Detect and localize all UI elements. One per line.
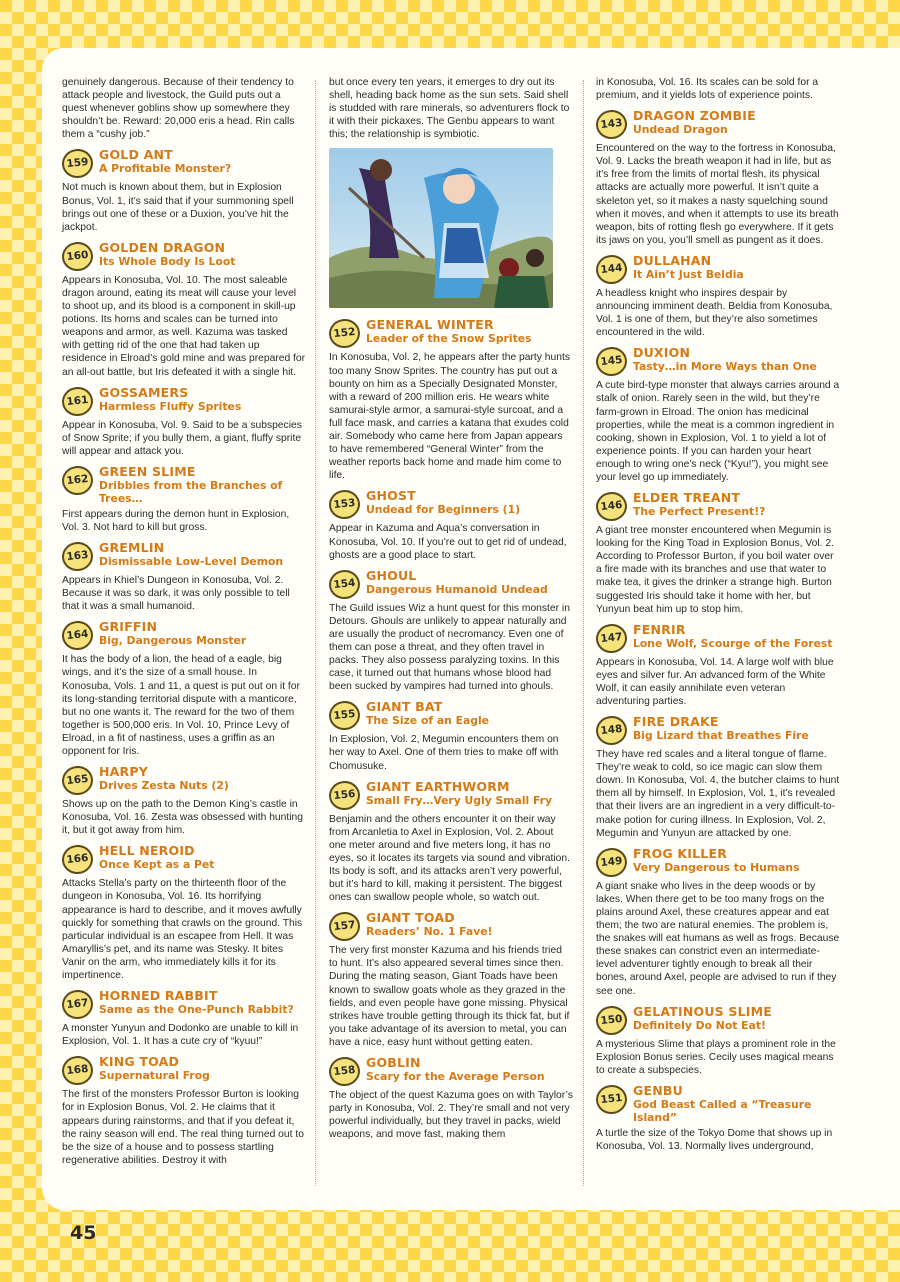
entry-description: Appear in Kazuma and Aqua’s conversation in Konosuba, Vol. 10. If you’re out to get rid of undead, ghosts are a good place to start. [329, 523, 567, 561]
monster-subtitle: Supernatural Frog [99, 1069, 210, 1083]
entry-header [329, 780, 573, 810]
monster-name: GENBU [633, 1082, 683, 1098]
entry-number-badge: 145 [595, 346, 629, 378]
entry-number-badge: 151 [595, 1083, 629, 1115]
entry-number-badge: 167 [61, 989, 95, 1021]
entry-number-badge: 163 [61, 541, 95, 573]
entry-description: Appears in Khiel’s Dungeon in Konosuba, Vol. 2. Because it was so dark, it was only possible to tell that it was a small humanoid. [62, 575, 290, 613]
entry-titles [99, 148, 306, 175]
entry-titles [99, 765, 306, 792]
entry-number-badge: 154 [328, 568, 362, 600]
monster-name: GREEN SLIME [99, 463, 196, 479]
intro-text: but once every ten years, it emerges to dry out its shell, heading back home as the sun sets. Said shell is studded with rare minerals, so adventurers flock to it with their pickaxes. The Genbu appears to want this; the relationship is symbiotic. [329, 77, 570, 141]
monster-entry [62, 1055, 306, 1167]
monster-subtitle: Definitely Do Not Eat! [633, 1018, 766, 1032]
monster-name: GIANT BAT [366, 699, 443, 715]
monster-name: GOBLIN [366, 1055, 421, 1071]
entry-number-badge: 166 [61, 844, 95, 876]
entry-number-badge: 156 [328, 779, 362, 811]
entry-number-badge: 157 [328, 911, 362, 943]
entry-description: Encountered on the way to the fortress in Konosuba, Vol. 9. Lacks the breath weapon it had in life, but as it’s free from the limits of mortal flesh, its physical attacks are actually more powerful. It isn’t quite a skeleton yet, so it makes a nasty squelching sound when it moves, and when it attempts to use its breath weapon, bits of rotting flesh go everywhere. If it gets its jaws on you, you’ll smell as pungent as it does. [596, 143, 839, 246]
entry-titles [99, 989, 306, 1016]
entry-header [329, 318, 573, 348]
entry-description: The Guild issues Wiz a hunt quest for this monster in Detours. Ghouls are unlikely to appear naturally and are usually the product of necromancy. Even one of them can pose a threat, and they often travel in packs. They also possess paralyzing toxins. In this case, it turned out that humans whose blood had been sucked by vampires had turned into ghouls. [329, 602, 570, 693]
monster-name: HORNED RABBIT [99, 988, 218, 1004]
entry-titles [633, 715, 840, 742]
entry-titles [366, 489, 573, 516]
entry-description: Attacks Stella’s party on the thirteenth floor of the dungeon in Konosuba, Vol. 16. Its horrifying appearance is hard to describe, and it moves awfully quickly for something that crawls on the ground. This particular individual is an escapee from Hell. It was Amaryllis’s pet, and its name was Stesky. It bites Vanir on the arm, who immediately kills it for its impertinence. [62, 878, 303, 982]
monster-subtitle: Big Lizard that Breathes Fire [633, 729, 809, 743]
monster-name: FROG KILLER [633, 845, 728, 861]
monster-entry [596, 1084, 840, 1153]
monster-subtitle: Small Fry…Very Ugly Small Fry [366, 793, 553, 807]
monster-subtitle: Leader of the Snow Sprites [366, 332, 532, 346]
entry-number-badge: 158 [328, 1055, 362, 1087]
monster-name: GRIFFIN [99, 619, 158, 635]
monster-subtitle: Dismissable Low-Level Demon [99, 555, 284, 569]
entry-description: They have red scales and a literal tongue of flame. They’re weak to cold, so ice magic can slow them down. In Konosuba, Vol. 4, the butcher claims to hunt them all by himself. In Explosion, Vol. 1, it’s revealed that their livers are an ingredient in a very difficult-to-make potion for curing illness. In Explosion, Vol. 2, Megumin and Yunyun are attacked by one. [596, 749, 840, 839]
entry-description: A giant tree monster encountered when Megumin is looking for the King Toad in Explosion Bonus, Vol. 2. According to Professor Burton, if you boil water over a fire made with its branches and use that water to make tea, it gives the drinker a strange high. Burton suggested Iris should take it home with her, but Yunyun beat him up to stop him. [596, 525, 834, 615]
monster-name: DRAGON ZOMBIE [633, 108, 756, 124]
entry-number-badge: 159 [61, 148, 95, 180]
intro-text: genuinely dangerous. Because of their tendency to attack people and livestock, the Guild puts out a quest whenever goblins show up somewhere they shouldn’t be. Reward: 20,000 eris a head. Rin calls them a “cushy job.” [62, 77, 295, 141]
monster-subtitle: Once Kept as a Pet [99, 858, 215, 872]
entry-titles [366, 911, 573, 938]
monster-entry [329, 569, 573, 694]
monster-name: GOLDEN DRAGON [99, 239, 226, 255]
column-middle [329, 76, 573, 1148]
monster-subtitle: Very Dangerous to Humans [633, 860, 800, 874]
entry-header [62, 989, 306, 1019]
entry-description: The very first monster Kazuma and his friends tried to hunt. It’s also appeared several times since then. During the mating season, Giant Toads have been known to swallow goats whole as they grazed in the fields, and even people have gone missing. Physical strikes have trouble getting through its thick fat, but if you take advantage of its aversion to metal, you can have a nice, easy hunt without getting eaten. [329, 945, 570, 1048]
entry-number-badge: 161 [61, 385, 95, 417]
entry-header [62, 386, 306, 416]
entry-titles [633, 109, 840, 136]
entry-header [62, 241, 306, 271]
entry-titles [633, 847, 840, 874]
entry-number-badge: 144 [595, 253, 629, 285]
monster-entry [62, 620, 306, 758]
entry-header [62, 465, 306, 505]
entry-description: In Explosion, Vol. 2, Megumin encounters them on her way to Axel. One of them tries to make off with Chomusuke. [329, 734, 559, 772]
entry-number-badge: 152 [328, 318, 362, 350]
entry-number-badge: 147 [595, 622, 629, 654]
monster-subtitle: Big, Dangerous Monster [99, 634, 247, 648]
monster-entry [62, 465, 306, 534]
anime-illustration [329, 148, 553, 308]
monster-subtitle: Harmless Fluffy Sprites [99, 399, 242, 413]
monster-entry [62, 989, 306, 1048]
monster-entry [329, 489, 573, 561]
entry-number-badge: 143 [595, 109, 629, 141]
monster-name: FIRE DRAKE [633, 714, 719, 730]
entry-header [596, 1084, 840, 1124]
entry-description: Benjamin and the others encounter it on their way from Arcanletia to Axel in Explosion, Vol. 2. About one meter around and five meters long, it has no eyes, so it locates its targets via sound and vibration. Its body is soft, and its attacks aren’t very powerful, but it’s hard to kill, making it persistent. The biggest ones can swallow people whole, so watch out. [329, 813, 570, 904]
entry-titles [633, 623, 840, 650]
entry-titles [633, 346, 840, 373]
entry-number-badge: 155 [328, 700, 362, 732]
entry-header [329, 1056, 573, 1086]
entry-header [62, 765, 306, 795]
monster-name: HARPY [99, 764, 148, 780]
monster-subtitle: Undead Dragon [633, 123, 728, 137]
entry-number-badge: 146 [595, 491, 629, 523]
entry-description: Not much is known about them, but in Explosion Bonus, Vol. 1, it’s said that if your summoning spell brings out one of these or a Duxion, you’ve hit the jackpot. [62, 182, 294, 233]
monster-entry [329, 700, 573, 772]
entry-header [596, 1005, 840, 1035]
monster-subtitle: The Size of an Eagle [366, 714, 489, 728]
entry-header [329, 569, 573, 599]
monster-subtitle: Lone Wolf, Scourge of the Forest [633, 636, 833, 650]
monster-entry [62, 844, 306, 982]
entry-description: A turtle the size of the Tokyo Dome that shows up in Konosuba, Vol. 13. Normally lives underground, [596, 1127, 833, 1152]
monster-entry [596, 847, 840, 998]
entry-titles [633, 254, 840, 281]
entry-description: A mysterious Slime that plays a prominent role in the Explosion Bonus series. Cecily uses magical means to create a subspecies. [596, 1038, 836, 1076]
monster-entry [62, 148, 306, 233]
monster-name: HELL NEROID [99, 843, 195, 859]
monster-entry [596, 1005, 840, 1077]
entry-description: It has the body of a lion, the head of a eagle, big wings, and it’s the size of a small house. In Konosuba, Vols. 1 and 11, a quest is put out on it for its long-standing territorial dispute with a manticore, but no one wants it. The reward for the two of them together is 500,000 eris. In Vol. 10, Prince Levy of Elroad, in a fit of nastiness, uses a griffin as an opponent for Iris. [62, 654, 300, 757]
entry-number-badge: 153 [328, 489, 362, 521]
entry-header [596, 715, 840, 745]
monster-entry [596, 254, 840, 339]
monster-entry [62, 541, 306, 613]
monster-entry [62, 241, 306, 379]
monster-subtitle: Dangerous Humanoid Undead [366, 582, 548, 596]
monster-entry [596, 346, 840, 484]
entry-titles [366, 569, 573, 596]
monster-subtitle: Tasty…in More Ways than One [633, 360, 817, 374]
monster-subtitle: Undead for Beginners (1) [366, 503, 521, 517]
entry-number-badge: 164 [61, 620, 95, 652]
monster-subtitle: It Ain’t Just Beldia [633, 267, 744, 281]
entry-titles [99, 386, 306, 413]
entry-titles [366, 780, 573, 807]
monster-entry [62, 386, 306, 458]
entry-number-badge: 165 [61, 765, 95, 797]
monster-name: GELATINOUS SLIME [633, 1003, 773, 1019]
monster-subtitle: Scary for the Average Person [366, 1070, 545, 1084]
entry-description: Appears in Konosuba, Vol. 14. A large wolf with blue eyes and silver fur. An advanced form of the White Wolf, it can easily annihilate even veteran adventuring parties. [596, 656, 834, 707]
entry-titles [366, 1056, 573, 1083]
entry-header [329, 700, 573, 730]
entry-description: In Konosuba, Vol. 2, he appears after the party hunts too many Snow Sprites. The country has put out a bounty on him as a Specially Designated Monster, with a reward of 200 million eris. He wears white samurai-style armor, a samurai-style surcoat, and a full face mask, and carries a katana that exudes cold air. Somebody who came here from Japan appears to have remembered “General Winter” from the weather reports back home and made him come to life. [329, 352, 570, 482]
monster-entry [329, 1056, 573, 1141]
page-number: 45 [70, 1222, 97, 1244]
entry-number-badge: 168 [61, 1055, 95, 1087]
entry-titles [99, 1055, 306, 1082]
entry-header [596, 254, 840, 284]
column-divider [315, 80, 316, 1186]
entry-description: Appears in Konosuba, Vol. 10. The most saleable dragon around, eating its meat will cause your level to shoot up, and its blood is a component in skill-up potions. Its horns and scales can be turned into weapons and armor, as well. Kazuma was tasked with getting rid of the one that had taken up residence in Elroad’s gold mine and was prepared for an all-out battle, but Iris defeated it with a single hit. [62, 274, 306, 378]
monster-name: GREMLIN [99, 540, 165, 556]
monster-name: GIANT TOAD [366, 910, 455, 926]
entry-description: A giant snake who lives in the deep woods or by lakes. When there get to be too many frogs on the plains around Axel, these creatures appear and eat them; the two are natural enemies. The problem is, the snakes will eat humans as well as frogs. Because these snakes can constrict even an intermediate-level adventurer tightly enough to break all their bones, around Axel, people are advised to run if they see one. [596, 880, 840, 997]
monster-entry [62, 765, 306, 837]
monster-name: GHOUL [366, 567, 417, 583]
monster-subtitle: Readers’ No. 1 Fave! [366, 925, 493, 939]
monster-subtitle: A Profitable Monster? [99, 162, 232, 176]
entry-description: A cute bird-type monster that always carries around a stalk of onion. Rarely seen in the wild, but they’re farm-grown in Elroad. The onion has medicinal properties, while the meat is a common ingredient in cooking, shown in Explosion, Vol. 1 to yield a lot of experience points. If you can harden your heart enough to wring one’s neck (“Kyu!”), you might see your level go up immediately. [596, 380, 840, 483]
entry-titles [99, 465, 306, 505]
entry-titles [366, 700, 573, 727]
entry-header [62, 148, 306, 178]
entry-description: The first of the monsters Professor Burton is looking for in Explosion Bonus, Vol. 2. He claims that it appears during rainstorms, and that if you defeat it, the rainy season will end. The real thing turned out to be the size of a house and to possess startling regenerative abilities. Destroy it with [62, 1089, 304, 1166]
monster-name: GENERAL WINTER [366, 317, 494, 333]
entry-number-badge: 149 [595, 846, 629, 878]
entry-number-badge: 160 [61, 240, 95, 272]
monster-subtitle: Its Whole Body Is Loot [99, 254, 236, 268]
monster-name: GOLD ANT [99, 147, 173, 163]
entry-titles [633, 1005, 840, 1032]
entry-description: First appears during the demon hunt in Explosion, Vol. 3. Not hard to kill but gross. [62, 508, 290, 533]
entry-number-badge: 148 [595, 715, 629, 747]
entry-header [329, 489, 573, 519]
entry-header [596, 623, 840, 653]
column-right [596, 76, 840, 1160]
entry-description: A headless knight who inspires despair by announcing imminent death. Beldia from Konosuba, Vol. 1 is one of them, but they’re also sometimes encountered in the wild. [596, 287, 833, 339]
monster-entry [596, 491, 840, 616]
entry-header [596, 847, 840, 877]
monster-entry [596, 715, 840, 840]
column-divider [583, 80, 584, 1186]
monster-name: FENRIR [633, 621, 686, 637]
entry-header [596, 346, 840, 376]
monster-subtitle: The Perfect Present!? [633, 505, 766, 519]
entry-description: The object of the quest Kazuma goes on with Taylor’s party in Konosuba, Vol. 2. They’re small and not very powerful individually, but they travel in packs, wield weapons, and move fast, making them [329, 1090, 573, 1141]
entry-description: A monster Yunyun and Dodonko are unable to kill in Explosion, Vol. 1. It has a cute cry of “kyuu!” [62, 1023, 299, 1048]
monster-subtitle: Dribbles from the Branches of Trees… [99, 478, 283, 505]
monster-name: GOSSAMERS [99, 384, 189, 400]
entry-description: Appear in Konosuba, Vol. 9. Said to be a subspecies of Snow Sprite; if you bully them, a giant, fluffy sprite will appear and attack you. [62, 419, 302, 457]
entry-titles [633, 491, 840, 518]
entry-header [62, 844, 306, 874]
entry-number-badge: 150 [595, 1004, 629, 1036]
monster-subtitle: Drives Zesta Nuts (2) [99, 779, 229, 793]
entry-header [596, 491, 840, 521]
monster-name: DUXION [633, 345, 691, 361]
monster-entry [329, 911, 573, 1049]
monster-name: ELDER TREANT [633, 490, 741, 506]
monster-name: KING TOAD [99, 1054, 180, 1070]
monster-name: GHOST [366, 488, 416, 504]
entry-header [596, 109, 840, 139]
column-left [62, 76, 306, 1174]
entry-titles [99, 620, 306, 647]
monster-entry [596, 109, 840, 247]
intro-text: in Konosuba, Vol. 16. Its scales can be sold for a premium, and it yields lots of experience points. [596, 77, 819, 102]
monster-entry [329, 780, 573, 905]
entry-header [62, 620, 306, 650]
monster-subtitle: God Beast Called a “Treasure Island” [633, 1097, 812, 1124]
entry-titles [99, 844, 306, 871]
entry-titles [633, 1084, 840, 1124]
monster-subtitle: Same as the One-Punch Rabbit? [99, 1003, 294, 1017]
entry-titles [99, 541, 306, 568]
monster-name: DULLAHAN [633, 252, 712, 268]
entry-titles [99, 241, 306, 268]
entry-header [329, 911, 573, 941]
entry-titles [366, 318, 573, 345]
entry-header [62, 541, 306, 571]
monster-entry [596, 623, 840, 708]
entry-number-badge: 162 [61, 464, 95, 496]
entry-description: Shows up on the path to the Demon King’s castle in Konosuba, Vol. 16. Zesta was obsessed with hunting it, but it got away from him. [62, 799, 303, 837]
entry-header [62, 1055, 306, 1085]
monster-name: GIANT EARTHWORM [366, 778, 510, 794]
monster-entry [329, 318, 573, 482]
